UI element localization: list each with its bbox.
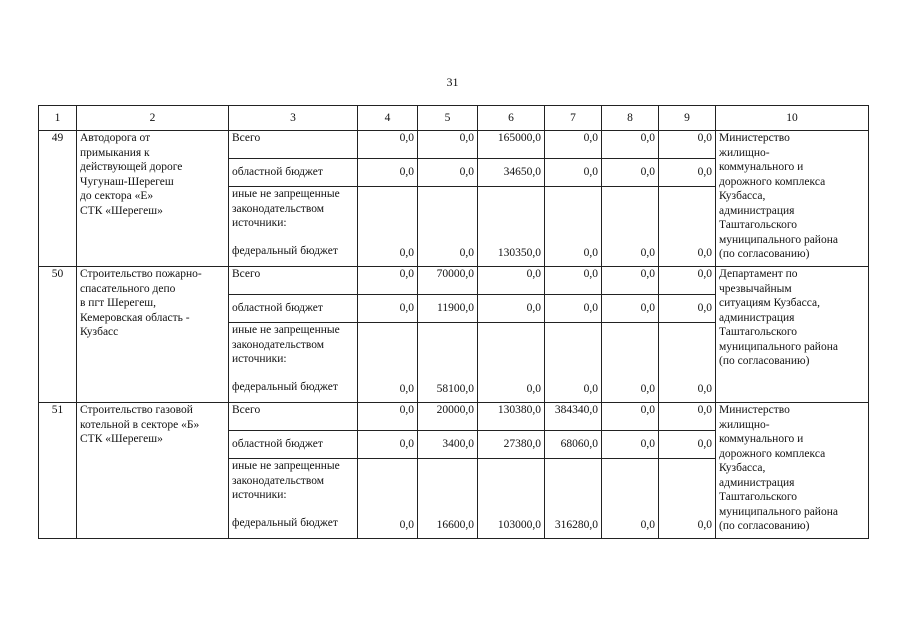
value-federal: 316280,0 xyxy=(545,459,602,539)
source-other-line: законодательством xyxy=(232,202,325,215)
value-regional: 0,0 xyxy=(602,295,659,323)
value-federal: 0,0 xyxy=(358,323,418,403)
value-total: 0,0 xyxy=(602,403,659,431)
value-regional: 0,0 xyxy=(602,431,659,459)
value-regional: 0,0 xyxy=(659,159,716,187)
source-other-note xyxy=(232,459,354,503)
responsible-line: коммунального и xyxy=(719,161,804,173)
value-regional: 0,0 xyxy=(358,159,418,187)
object-name-line: примыкания к xyxy=(80,146,150,159)
value-regional: 0,0 xyxy=(545,295,602,323)
object-number: 49 xyxy=(39,131,77,267)
source-total: Всего xyxy=(229,403,358,431)
responsible-party xyxy=(716,403,869,539)
object-name-line: СТК «Шерегеш» xyxy=(80,433,163,445)
responsible-line: муниципального района xyxy=(719,505,838,518)
value-total: 0,0 xyxy=(545,131,602,159)
responsible-line: дорожного комплекса xyxy=(719,447,826,460)
responsible-line: жилищно- xyxy=(719,146,770,159)
header-cell: 1 xyxy=(39,106,77,131)
object-name xyxy=(77,267,229,403)
responsible-line: Министерство xyxy=(719,404,790,416)
source-other-line: иные не запрещенные xyxy=(232,188,340,200)
table-row xyxy=(39,131,869,159)
header-cell: 8 xyxy=(602,106,659,131)
responsible-line: дорожного комплекса xyxy=(719,175,826,188)
value-federal: 0,0 xyxy=(358,459,418,539)
responsible-line: ситуациям Кузбасса, xyxy=(719,297,820,309)
header-cell: 6 xyxy=(478,106,545,131)
header-cell: 5 xyxy=(418,106,478,131)
object-number: 50 xyxy=(39,267,77,403)
value-total: 0,0 xyxy=(602,131,659,159)
responsible-line: администрация xyxy=(719,311,795,324)
responsible-line: (по согласованию) xyxy=(719,248,810,260)
source-other xyxy=(229,323,358,403)
responsible-party xyxy=(716,131,869,267)
value-total: 0,0 xyxy=(418,131,478,159)
value-regional: 0,0 xyxy=(358,431,418,459)
value-total: 0,0 xyxy=(545,267,602,295)
responsible-line: Таштагольского xyxy=(719,326,798,338)
value-total: 0,0 xyxy=(659,403,716,431)
responsible-line: Кузбасса, xyxy=(719,462,766,474)
source-total: Всего xyxy=(229,131,358,159)
responsible-line: жилищно- xyxy=(719,418,770,431)
responsible-line: (по согласованию) xyxy=(719,520,810,532)
value-federal: 16600,0 xyxy=(418,459,478,539)
value-federal: 103000,0 xyxy=(478,459,545,539)
object-number: 51 xyxy=(39,403,77,539)
value-federal: 0,0 xyxy=(659,323,716,403)
source-federal: федеральный бюджет xyxy=(232,516,338,529)
object-name-line: в пгт Шерегеш, xyxy=(80,297,157,309)
table-row xyxy=(39,267,869,295)
source-other-note xyxy=(232,323,354,367)
responsible-line: (по согласованию) xyxy=(719,355,810,367)
value-regional: 0,0 xyxy=(418,159,478,187)
responsible-line: администрация xyxy=(719,476,795,489)
value-federal: 0,0 xyxy=(478,323,545,403)
source-other-line: источники: xyxy=(232,353,287,365)
budget-table xyxy=(38,105,869,539)
object-name-line: Строительство газовой xyxy=(80,404,193,416)
value-total: 0,0 xyxy=(602,267,659,295)
source-federal: федеральный бюджет xyxy=(232,380,338,393)
responsible-line: Таштагольского xyxy=(719,219,798,231)
header-cell: 2 xyxy=(77,106,229,131)
responsible-line: Министерство xyxy=(719,132,790,144)
value-regional: 27380,0 xyxy=(478,431,545,459)
responsible-line: муниципального района xyxy=(719,233,838,246)
value-federal: 0,0 xyxy=(545,323,602,403)
responsible-line: муниципального района xyxy=(719,340,838,353)
object-name-line: Чугунаш-Шерегеш xyxy=(80,175,174,188)
value-regional: 0,0 xyxy=(545,159,602,187)
value-regional: 68060,0 xyxy=(545,431,602,459)
value-regional: 0,0 xyxy=(659,431,716,459)
object-name xyxy=(77,403,229,539)
responsible-line: Департамент по xyxy=(719,268,798,280)
responsible-line: коммунального и xyxy=(719,433,804,445)
object-name xyxy=(77,131,229,267)
header-cell: 3 xyxy=(229,106,358,131)
source-other-line: законодательством xyxy=(232,338,325,351)
value-total: 384340,0 xyxy=(545,403,602,431)
value-federal: 0,0 xyxy=(545,187,602,267)
source-other xyxy=(229,187,358,267)
value-total: 0,0 xyxy=(358,267,418,295)
value-regional: 0,0 xyxy=(478,295,545,323)
object-name-line: Кемеровская область - xyxy=(80,311,190,324)
responsible-line: чрезвычайным xyxy=(719,282,792,295)
value-regional: 34650,0 xyxy=(478,159,545,187)
source-other-note xyxy=(232,187,354,231)
source-federal: федеральный бюджет xyxy=(232,244,338,257)
object-name-line: СТК «Шерегеш» xyxy=(80,204,163,217)
value-federal: 0,0 xyxy=(418,187,478,267)
source-other-line: источники: xyxy=(232,217,287,229)
responsible-party xyxy=(716,267,869,403)
value-total: 0,0 xyxy=(659,131,716,159)
source-other-line: иные не запрещенные xyxy=(232,324,340,336)
value-regional: 0,0 xyxy=(358,295,418,323)
value-total: 0,0 xyxy=(659,267,716,295)
object-name-line: Кузбасс xyxy=(80,326,119,338)
value-total: 130380,0 xyxy=(478,403,545,431)
value-total: 20000,0 xyxy=(418,403,478,431)
source-other-line: законодательством xyxy=(232,474,325,487)
object-name-line: Автодорога от xyxy=(80,132,151,144)
value-federal: 0,0 xyxy=(659,187,716,267)
value-federal: 0,0 xyxy=(358,187,418,267)
value-total: 0,0 xyxy=(358,131,418,159)
table-row xyxy=(39,403,869,431)
source-other xyxy=(229,459,358,539)
value-federal: 0,0 xyxy=(602,323,659,403)
value-total: 0,0 xyxy=(478,267,545,295)
object-name-line: до сектора «Е» xyxy=(80,190,154,202)
source-regional: областной бюджет xyxy=(229,159,358,187)
object-name-line: котельной в секторе «Б» xyxy=(80,418,200,431)
source-regional: областной бюджет xyxy=(229,431,358,459)
source-regional: областной бюджет xyxy=(229,295,358,323)
header-cell: 10 xyxy=(716,106,869,131)
responsible-line: администрация xyxy=(719,204,795,217)
value-regional: 3400,0 xyxy=(418,431,478,459)
source-other-line: источники: xyxy=(232,489,287,501)
source-other-line: иные не запрещенные xyxy=(232,460,340,472)
page-number: 31 xyxy=(446,75,459,89)
object-name-line: Строительство пожарно- xyxy=(80,268,202,280)
value-federal: 0,0 xyxy=(659,459,716,539)
object-name-line: действующей дороге xyxy=(80,161,183,173)
value-regional: 0,0 xyxy=(602,159,659,187)
source-total: Всего xyxy=(229,267,358,295)
value-regional: 11900,0 xyxy=(418,295,478,323)
value-federal: 130350,0 xyxy=(478,187,545,267)
value-total: 70000,0 xyxy=(418,267,478,295)
responsible-line: Кузбасса, xyxy=(719,190,766,202)
value-federal: 0,0 xyxy=(602,187,659,267)
object-name-line: спасательного депо xyxy=(80,282,176,295)
header-cell: 9 xyxy=(659,106,716,131)
responsible-line: Таштагольского xyxy=(719,491,798,503)
value-total: 165000,0 xyxy=(478,131,545,159)
value-regional: 0,0 xyxy=(659,295,716,323)
header-cell: 4 xyxy=(358,106,418,131)
value-total: 0,0 xyxy=(358,403,418,431)
value-federal: 58100,0 xyxy=(418,323,478,403)
header-cell: 7 xyxy=(545,106,602,131)
value-federal: 0,0 xyxy=(602,459,659,539)
header-row xyxy=(39,106,869,131)
